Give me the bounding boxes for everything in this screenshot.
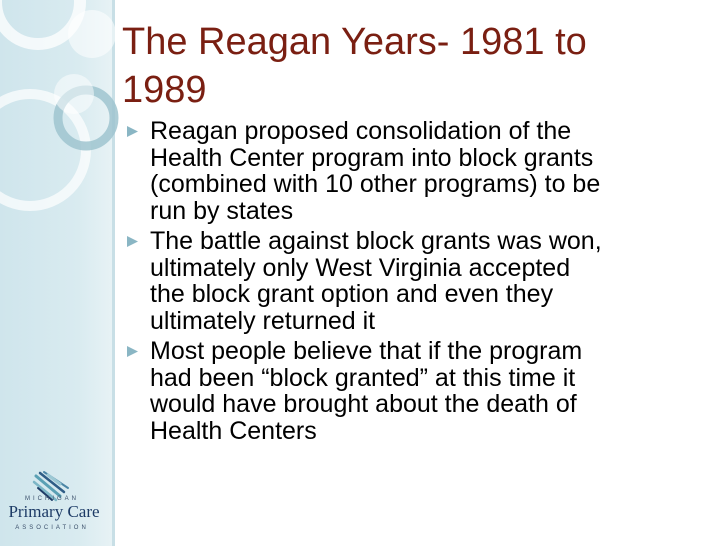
slide-title-line: The Reagan Years- 1981 to [122,21,587,63]
bullet-text-line: ultimately returned it [150,306,376,335]
logo-top-text: MICHIGAN [25,496,79,502]
deco-circle-small [68,10,116,58]
logo-main-text: Primary Care [8,502,100,521]
bullet-item [124,118,714,224]
bullet-text-line: Health Centers [150,416,317,445]
deco-ring-top [0,0,80,44]
bullet-text-line: (combined with 10 other programs) to be [150,170,601,198]
bullet-item [124,338,714,444]
bullet-text-line: Reagan proposed consolidation of the [150,117,572,145]
deco-circle-mid [54,74,94,114]
bullet-text-line: Most people believe that if the program [150,337,583,365]
primary-care-association-logo [4,470,112,540]
bullet-text-line: would have brought about the death of [150,390,577,418]
bullet-marker-icon [126,125,139,138]
bullet-text-line: had been “block granted” at this time it [150,363,576,392]
bullet-text-line: the block grant option and even they [150,280,554,308]
slide-title-line: 1989 [122,69,207,111]
bullet-marker-icon [126,345,139,358]
bullet-text-line: Health Center program into block grants [150,143,594,172]
bullet-text-line: The battle against block grants was won, [150,227,602,255]
bullet-text-line: ultimately only West Virginia accepted [150,253,571,282]
bullet-marker-icon [126,235,139,248]
slide-title [122,18,682,114]
logo-bottom-text: ASSOCIATION [15,525,89,531]
bullet-list [124,118,714,448]
bullet-text-line: run by states [150,196,294,225]
bullet-item [124,228,714,334]
